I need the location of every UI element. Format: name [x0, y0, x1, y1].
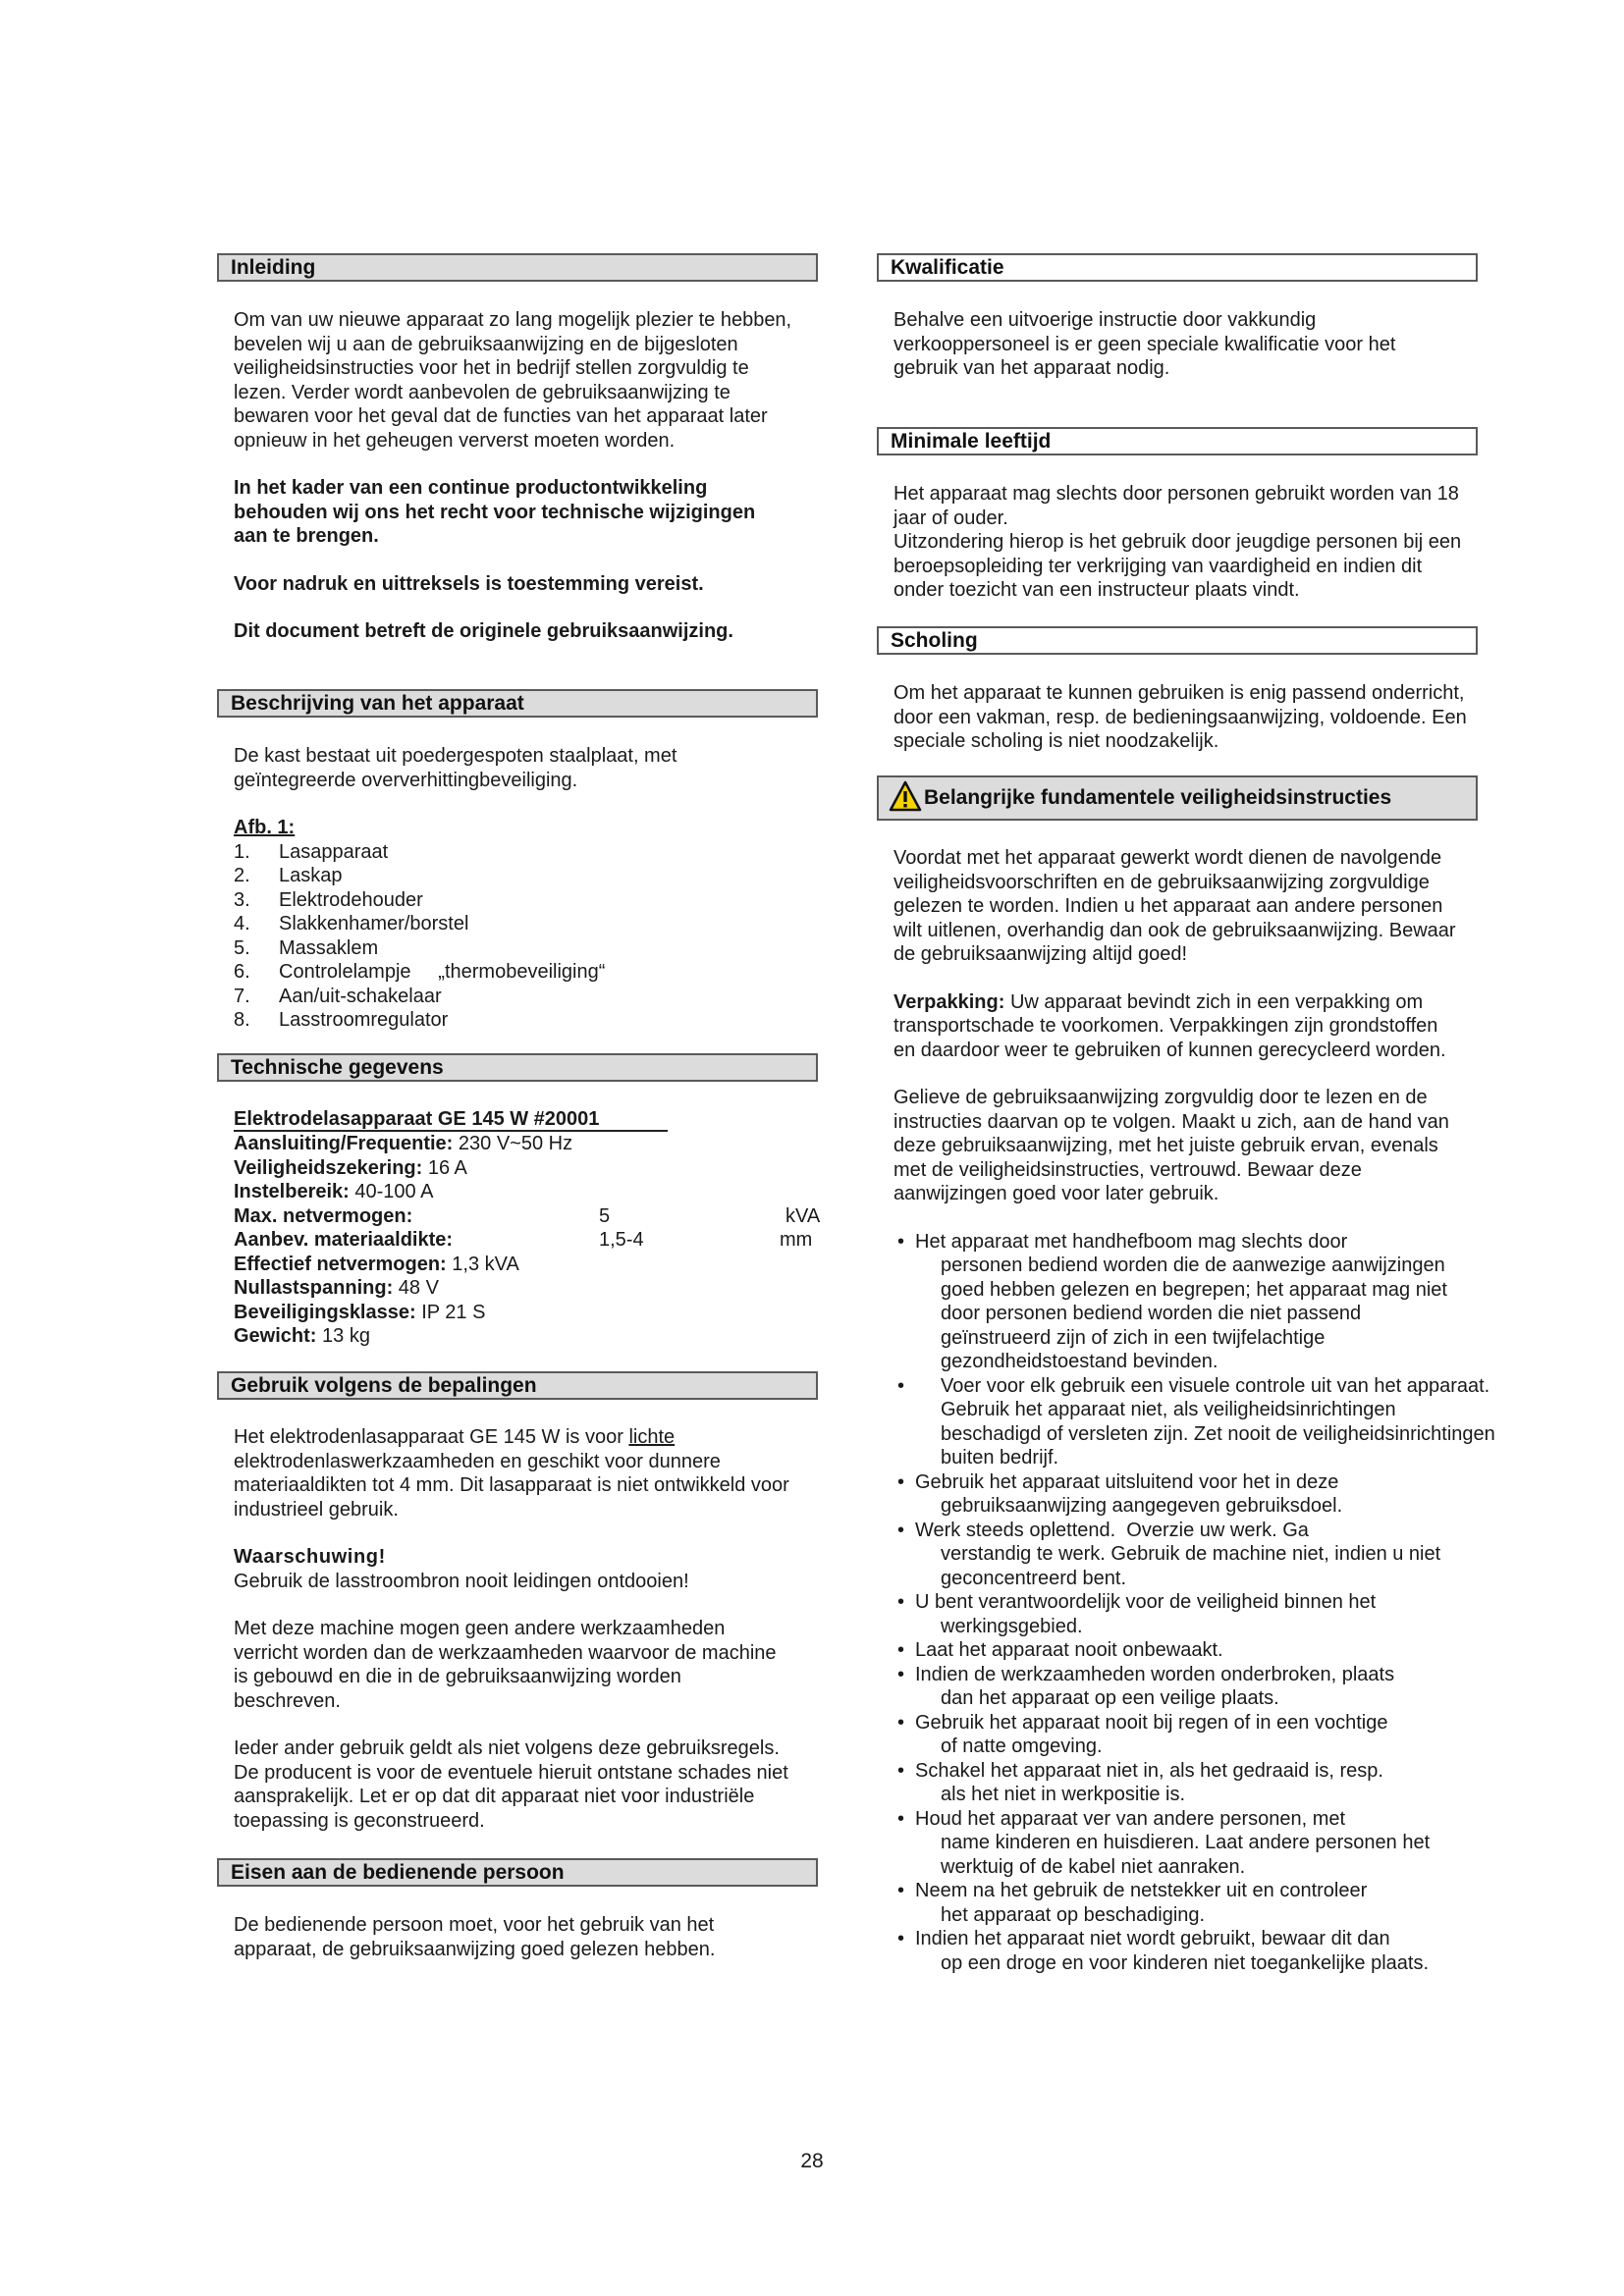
list-item	[893, 1711, 1453, 1759]
spec-row	[234, 1204, 833, 1229]
paragraph	[234, 1425, 793, 1522]
verpakking-text: Uw apparaat bevindt zich in een verpakking om transportschade te voorkomen. Verpakkingen zijn grondstoffen en daardoor weer te gebruiken of kunnen gerecycleerd worden.	[893, 990, 1446, 1061]
list-item	[893, 1470, 1453, 1519]
bullet-lead: Indien het apparaat niet wordt gebruikt, bewaar dit dan	[915, 1928, 1390, 1949]
bullet-lead: Houd het apparaat ver van andere personen, met	[915, 1807, 1346, 1830]
item-number: 3.	[234, 888, 250, 911]
spec-value: 5	[599, 1204, 611, 1227]
item-text: Lasstroomregulator	[279, 1009, 449, 1031]
spec-label: Gewicht:	[234, 1325, 317, 1347]
bullet: •	[897, 1663, 905, 1685]
spec-value: IP 21 S	[421, 1301, 486, 1323]
spec-row	[234, 1253, 833, 1277]
spec-row	[234, 1228, 833, 1253]
section-header-eisen	[217, 1858, 818, 1887]
leeftijd-text	[893, 482, 1473, 603]
paragraph: Om van uw nieuwe apparaat zo lang mogelijk plezier te hebben, bevelen wij u aan de gebruiksaanwijzing en de bijgesloten veiligheidsinstructies voor het in bedrijf stellen zorgvuldig te lezen. Verder wordt aanbevolen de gebruiksaanwijzing te bewaren voor het geval dat de functies van het apparaat later opnieuw in het geheugen ververst moeten worden.	[234, 309, 792, 452]
paragraph-bold: Voor nadruk en uittreksels is toestemming vereist.	[234, 572, 704, 595]
bullet: •	[897, 1591, 905, 1613]
section-title: Beschrijving van het apparaat	[231, 692, 524, 715]
list-item	[234, 912, 793, 936]
bullet: •	[897, 1711, 905, 1734]
technical-specs	[234, 1107, 833, 1349]
spec-value: 40-100 A	[354, 1181, 434, 1202]
parts-list	[234, 840, 793, 1033]
list-item	[234, 1008, 793, 1033]
bullet-lead: Indien de werkzaamheden worden onderbroken, plaats	[915, 1663, 1395, 1685]
list-item	[893, 1519, 1453, 1591]
item-number: 2.	[234, 865, 250, 886]
gebruik-text	[234, 1425, 793, 1833]
inleiding-text	[234, 308, 793, 644]
spec-label: Nullastspanning:	[234, 1277, 394, 1299]
bullet-rest: gebruiksaanwijzing aangegeven gebruiksdoel.	[941, 1495, 1343, 1517]
paragraph: Uitzondering hierop is het gebruik door jeugdige personen bij een beroepsopleiding ter verkrijging van vaardigheid en indien dit onder toezicht van een instructeur plaats vindt.	[893, 531, 1462, 601]
paragraph: De kast bestaat uit poedergespoten staalplaat, met geïntegreerde oververhittingbeveiliging.	[234, 745, 677, 791]
bullet: •	[897, 1880, 905, 1901]
bullet-lead: Het apparaat met handhefboom mag slechts door	[915, 1230, 1348, 1253]
kwalificatie-text	[893, 308, 1453, 381]
figure-label: Afb. 1:	[234, 817, 296, 838]
spec-unit: kVA	[785, 1204, 821, 1227]
section-header-beschrijving	[217, 689, 818, 718]
bullet-rest: name kinderen en huisdieren. Laat andere personen het werktuig of de kabel niet aanraken.	[941, 1832, 1431, 1878]
spec-label: Aansluiting/Frequentie:	[234, 1133, 454, 1154]
section-header-technisch	[217, 1053, 818, 1082]
spec-label: Aanbev. materiaaldikte:	[234, 1229, 454, 1251]
spec-value: 13 kg	[322, 1325, 370, 1347]
text-run: Het elektrodenlasapparaat GE 145 W is voor	[234, 1426, 629, 1448]
paragraph: Gelieve de gebruiksaanwijzing zorgvuldig door te lezen en de instructies daarvan op te volgen. Maakt u zich, aan de hand van deze gebruiksaanwijzing, met het juiste gebruik ervan, evenals met de veiligheidsinstructies, vertrouwd. Bewaar deze aanwijzingen goed voor later gebruik.	[893, 1087, 1449, 1204]
bullet-lead: Gebruik het apparaat nooit bij regen of in een vochtige	[915, 1711, 1388, 1734]
list-item	[234, 936, 793, 961]
bullet: •	[897, 1470, 905, 1493]
bullet-lead: Laat het apparaat nooit onbewaakt.	[915, 1639, 1223, 1661]
section-header-gebruik	[217, 1371, 818, 1400]
paragraph: Ieder ander gebruik geldt als niet volgens deze gebruiksregels. De producent is voor de eventuele hieruit ontstane schades niet aansprakelijk. Let er op dat dit apparaat niet voor industriële toepassing is geconstrueerd.	[234, 1737, 788, 1832]
item-number: 7.	[234, 985, 250, 1007]
warning-title: Waarschuwing!	[234, 1546, 386, 1568]
paragraph: Voordat met het apparaat gewerkt wordt dienen de navolgende veiligheidsvoorschriften en de gebruiksaanwijzing zorgvuldige gelezen te worden. Indien u het apparaat aan andere personen wilt uitlenen, overhandig dan ook de gebruiksaanwijzing. Bewaar de gebruiksaanwijzing altijd goed!	[893, 847, 1456, 965]
list-item	[893, 1638, 1453, 1663]
list-item	[893, 1807, 1453, 1880]
spec-label: Beveiligingsklasse:	[234, 1301, 416, 1323]
text-run: elektrodenlaswerkzaamheden en geschikt voor dunnere materiaaldikten tot 4 mm. Dit lasapparaat is niet ontwikkeld voor industrieel gebruik.	[234, 1450, 789, 1521]
item-number: 4.	[234, 913, 250, 934]
bullet: •	[897, 1519, 905, 1541]
bullet-lead: Gebruik het apparaat uitsluitend voor het in deze	[915, 1470, 1339, 1493]
model-title	[234, 1108, 668, 1132]
item-text: Laskap	[279, 865, 343, 886]
bullet-lead: Werk steeds oplettend. Overzie uw werk. Ga	[915, 1519, 1309, 1541]
section-header-kwalificatie	[877, 253, 1478, 282]
spec-row	[234, 1156, 833, 1181]
bullet: •	[897, 1639, 905, 1661]
warning-triangle-icon	[889, 780, 922, 827]
bullet-rest: verstandig te werk. Gebruik de machine niet, indien u niet geconcentreerd bent.	[941, 1543, 1441, 1589]
spec-row	[234, 1132, 833, 1156]
item-number: 1.	[234, 840, 250, 863]
bullet-rest: werkingsgebied.	[941, 1615, 1083, 1637]
bullet-rest: personen bediend worden die de aanwezige aanwijzingen goed hebben gelezen en begrepen; het apparaat mag niet door personen bediend worden die niet passend geïnstrueerd zijn of zich in een twijfelachtige gezondheidstoestand bevinden.	[941, 1255, 1447, 1372]
item-text: Slakkenhamer/borstel	[279, 913, 469, 934]
spec-row	[234, 1324, 833, 1349]
veiligheid-text	[893, 846, 1495, 1975]
bullet-rest: of natte omgeving.	[941, 1735, 1103, 1757]
spec-unit: mm	[780, 1229, 813, 1251]
section-title: Kwalificatie	[891, 256, 1004, 279]
list-item	[893, 1759, 1453, 1807]
list-item	[893, 1230, 1453, 1374]
text-run-underlined: lichte	[628, 1426, 676, 1448]
section-header-veiligheid	[877, 775, 1478, 821]
spec-label: Veiligheidszekering:	[234, 1156, 423, 1179]
paragraph: Om het apparaat te kunnen gebruiken is enig passend onderricht, door een vakman, resp. de bedieningsaanwijzing, voldoende. Een speciale scholing is niet noodzakelijk.	[893, 682, 1467, 752]
list-item	[234, 960, 793, 985]
paragraph: Behalve een uitvoerige instructie door vakkundig verkooppersoneel is er geen speciale kwalificatie voor het gebruik van het apparaat nodig.	[893, 309, 1396, 379]
item-number: 8.	[234, 1009, 250, 1031]
paragraph: Het apparaat mag slechts door personen gebruikt worden van 18 jaar of ouder.	[893, 483, 1459, 529]
item-number: 6.	[234, 961, 250, 983]
list-item	[234, 864, 793, 888]
bullet: •	[897, 1759, 905, 1782]
spec-label: Max. netvermogen:	[234, 1204, 413, 1227]
safety-bullet-list	[893, 1230, 1495, 1976]
section-title: Inleiding	[231, 256, 316, 279]
item-text: Massaklem	[279, 936, 379, 959]
section-title: Eisen aan de bedienende persoon	[231, 1861, 565, 1884]
bullet-lead: Schakel het apparaat niet in, als het gedraaid is, resp.	[915, 1759, 1383, 1782]
spec-row	[234, 1301, 833, 1325]
beschrijving-text	[234, 744, 793, 1033]
list-item	[893, 1879, 1453, 1927]
list-item	[234, 888, 793, 913]
verpakking-label: Verpakking:	[893, 990, 1005, 1013]
paragraph: De bedienende persoon moet, voor het gebruik van het apparaat, de gebruiksaanwijzing goed gelezen hebben.	[234, 1914, 716, 1960]
bullet-rest: op een droge en voor kinderen niet toegankelijke plaats.	[941, 1951, 1430, 1974]
bullet-rest: het apparaat op beschadiging.	[941, 1903, 1206, 1926]
bullet-rest: dan het apparaat op een veilige plaats.	[941, 1687, 1279, 1709]
section-title: Scholing	[891, 629, 978, 652]
bullet-rest: als het niet in werkpositie is.	[941, 1784, 1186, 1805]
section-header-leeftijd	[877, 427, 1478, 455]
bullet-rest: Voer voor elk gebruik een visuele controle uit van het apparaat. Gebruik het apparaat niet, als veiligheidsinrichtingen beschadigd of versleten zijn. Zet nooit de veiligheidsinrichtingen buiten bedrijf.	[941, 1374, 1495, 1468]
spec-label: Instelbereik:	[234, 1181, 350, 1202]
list-item	[234, 985, 793, 1009]
bullet-lead: U bent verantwoordelijk voor de veiligheid binnen het	[915, 1591, 1377, 1613]
section-header-scholing	[877, 626, 1478, 655]
bullet: •	[897, 1807, 905, 1830]
spec-value: 1,5-4	[599, 1229, 644, 1251]
list-item	[893, 1927, 1453, 1975]
paragraph-bold: In het kader van een continue productontwikkeling behouden wij ons het recht voor technische wijzigingen aan te brengen.	[234, 477, 756, 547]
section-header-inleiding	[217, 253, 818, 282]
item-text: Lasapparaat	[279, 840, 389, 863]
bullet: •	[897, 1928, 905, 1949]
paragraph: Met deze machine mogen geen andere werkzaamheden verricht worden dan de werkzaamheden waarvoor de machine is gebouwd en die in de gebruiksaanwijzing worden beschreven.	[234, 1618, 777, 1712]
section-title: Gebruik volgens de bepalingen	[231, 1374, 537, 1397]
section-title: Technische gegevens	[231, 1056, 444, 1079]
spec-row	[234, 1276, 833, 1301]
spec-label: Effectief netvermogen:	[234, 1253, 447, 1275]
section-title: Minimale leeftijd	[891, 430, 1052, 453]
section-title: Belangrijke fundamentele veiligheidsinstructies	[924, 786, 1392, 809]
list-item	[893, 1663, 1453, 1711]
bullet-lead: Neem na het gebruik de netstekker uit en controleer	[915, 1880, 1368, 1901]
list-item	[893, 1590, 1453, 1638]
spec-value: 48 V	[398, 1277, 439, 1299]
spec-row	[234, 1180, 833, 1204]
scholing-text	[893, 681, 1473, 754]
list-item	[893, 1374, 1495, 1470]
item-number: 5.	[234, 936, 250, 959]
warning-text: Gebruik de lasstroombron nooit leidingen ontdooien!	[234, 1570, 689, 1592]
spec-value: 1,3 kVA	[452, 1253, 519, 1275]
eisen-text	[234, 1913, 793, 1961]
list-item	[234, 840, 793, 865]
model-name: Elektrodelasapparaat GE 145 W #20001	[234, 1108, 600, 1130]
item-text: Controlelampje „thermobeveiliging“	[279, 961, 606, 983]
paragraph	[893, 990, 1463, 1063]
paragraph-bold: Dit document betreft de originele gebruiksaanwijzing.	[234, 620, 733, 642]
item-text: Aan/uit-schakelaar	[279, 985, 442, 1007]
spec-value: 16 A	[427, 1156, 467, 1179]
bullet: •	[897, 1374, 905, 1397]
bullet: •	[897, 1230, 905, 1253]
spec-value: 230 V~50 Hz	[458, 1133, 573, 1154]
page-number: 28	[800, 2150, 824, 2172]
item-text: Elektrodehouder	[279, 888, 423, 911]
